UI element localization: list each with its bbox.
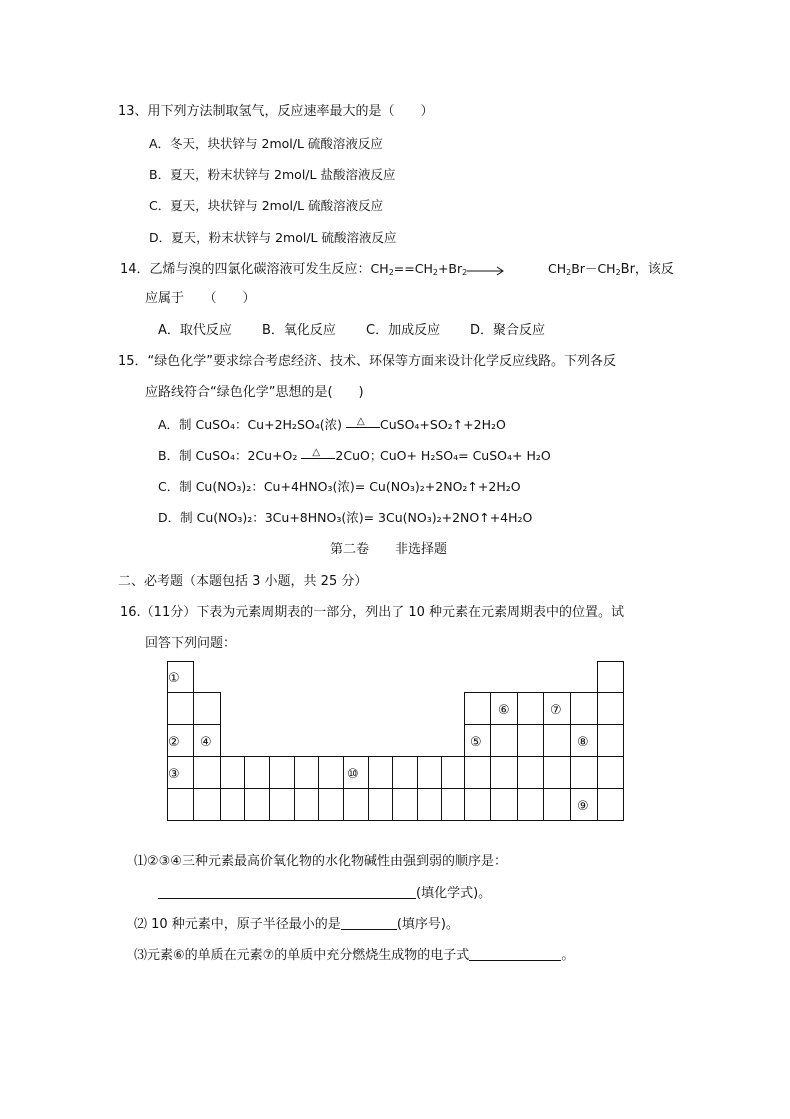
element-4-label: ④ — [200, 735, 212, 750]
element-9-label: ⑨ — [577, 799, 589, 814]
element-6-label: ⑥ — [498, 703, 510, 718]
heating-condition-icon: △ — [301, 450, 335, 464]
q14-option-b: B．氧化反应 — [262, 323, 336, 338]
q16-sub3: ⑶元素⑥的单质在元素⑦的单质中充分燃烧生成物的电子式 。 — [134, 948, 575, 963]
element-3-label: ③ — [168, 767, 180, 782]
q16-sub1: ⑴②③④三种元素最高价氧化物的水化物碱性由强到弱的顺序是： — [134, 854, 507, 869]
q16-sub1-answer-line: (填化学式)。 — [158, 884, 491, 903]
q13-stem: 13、用下列方法制取氢气，反应速率最大的是（ ） — [118, 104, 434, 119]
q14-stem-line1 — [120, 260, 467, 282]
element-10-label: ⑩ — [347, 767, 359, 782]
q15-option-a: A．制 CuSO₄：Cu+2H₂SO₄(浓) △ CuSO₄+SO₂↑+2H₂O — [158, 415, 506, 432]
q14-equation-product: $CH_2Br-CH_2Br$，该反 — [548, 261, 674, 277]
element-1-label: ① — [168, 671, 180, 686]
q16-stem-line2: 回答下列问题： — [145, 636, 237, 651]
periodic-table — [167, 661, 624, 821]
q13-option-d: D．夏天，粉末状锌与 2mol/L 硫酸溶液反应 — [149, 230, 397, 245]
element-5-label: ⑤ — [470, 735, 482, 750]
part2-heading: 二、必考题（本题包括 3 小题，共 25 分） — [118, 574, 368, 589]
element-2-label: ② — [168, 735, 180, 750]
q16-sub2: ⑵ 10 种元素中，原子半径最小的是 (填序号)。 — [134, 917, 459, 932]
section-title: 第二卷 非选择题 — [330, 542, 448, 557]
element-7-label: ⑦ — [550, 703, 562, 718]
q16-stem-line1: 16.（11分）下表为元素周期表的一部分，列出了 10 种元素在元素周期表中的位置。试 — [120, 605, 625, 620]
q14-option-d: D．聚合反应 — [470, 323, 546, 338]
q13-option-b: B．夏天，粉末状锌与 2mol/L 盐酸溶液反应 — [149, 167, 396, 182]
q13-option-c: C．夏天，块状锌与 2mol/L 硫酸溶液反应 — [149, 198, 384, 213]
q14-stem-line2: 应属于 （ ） — [145, 291, 256, 306]
q14-option-a: A．取代反应 — [158, 323, 232, 338]
answer-blank[interactable] — [469, 946, 561, 961]
element-8-label: ⑧ — [577, 735, 589, 750]
q15-stem-line2: 应路线符合“绿色化学”思想的是( ) — [145, 385, 364, 400]
q15-option-d: D．制 Cu(NO₃)₂：3Cu+8HNO₃(浓)= 3Cu(NO₃)₂+2NO↑+4H₂O — [158, 510, 533, 525]
q13-option-a: A．冬天，块状锌与 2mol/L 硫酸溶液反应 — [149, 136, 383, 151]
q14-stem-text: 14．乙烯与溴的四氯化碳溶液可发生反应： — [120, 262, 371, 277]
q14-reaction-arrow-icon — [467, 266, 505, 276]
q14-equation-reactants: $CH_2==CH_2+Br_2$ — [370, 261, 468, 277]
heating-condition-icon: △ — [346, 419, 380, 433]
q15-option-c: C．制 Cu(NO₃)₂：Cu+4HNO₃(浓)= Cu(NO₃)₂+2NO₂↑+2H₂O — [158, 479, 521, 494]
q15-stem-line1: 15．“绿色化学”要求综合考虑经济、技术、环保等方面来设计化学反应线路。下列各反 — [118, 354, 617, 369]
answer-blank[interactable] — [341, 915, 397, 930]
answer-blank[interactable] — [158, 884, 416, 899]
q15-option-b-extra: CuO+ H₂SO₄= CuSO₄+ H₂O — [380, 448, 551, 463]
q14-option-c: C．加成反应 — [366, 323, 441, 338]
q15-option-b: B．制 CuSO₄：2Cu+O₂ △ 2CuO； — [158, 446, 383, 463]
